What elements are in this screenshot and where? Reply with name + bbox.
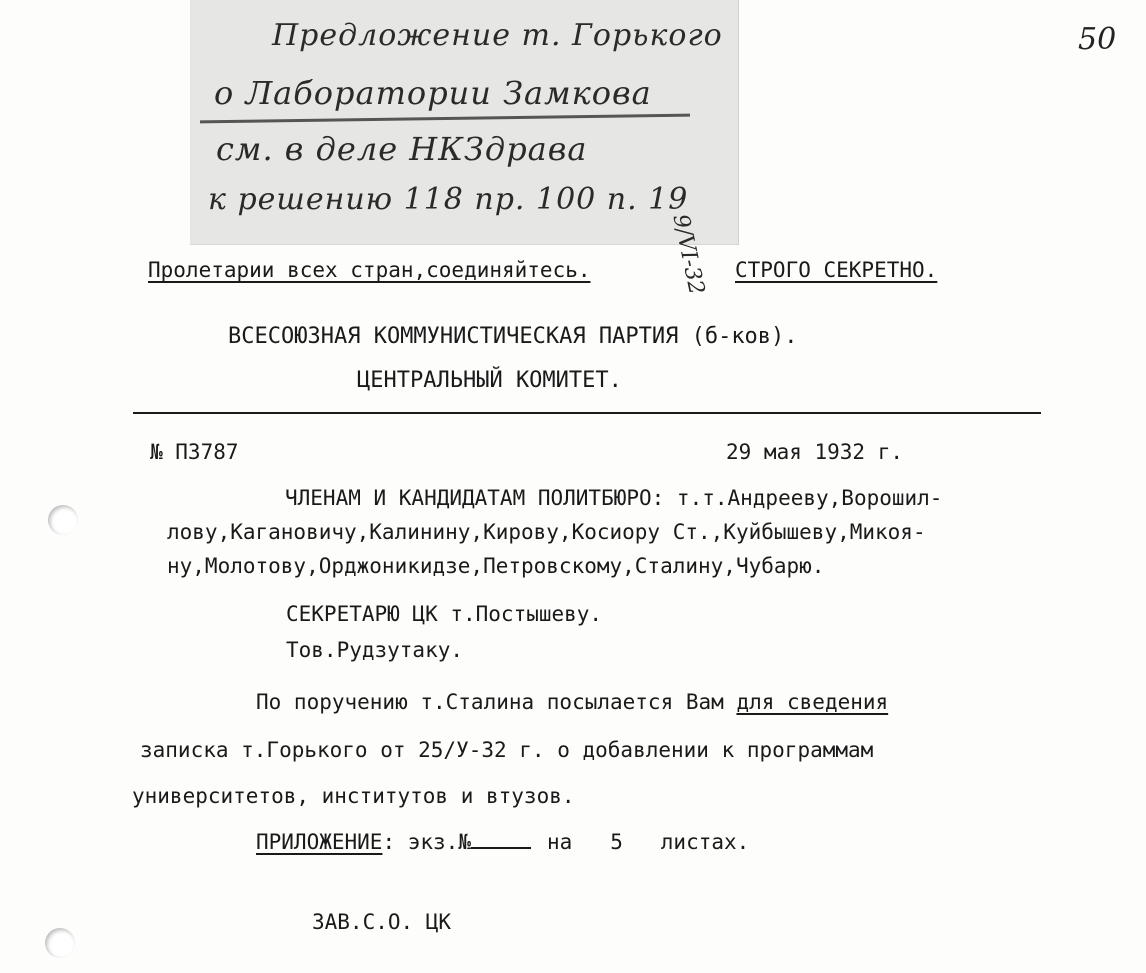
handwritten-note-line-2: о Лаборатории Замкова	[214, 74, 652, 112]
signature-block: ЗАВ.С.О. ЦК	[312, 910, 452, 934]
header-slogan: Пролетарии всех стран,соединяйтесь.	[148, 258, 591, 282]
handwritten-note-line-3: см. в деле НКЗдрава	[216, 130, 588, 168]
attachment-on: на	[546, 830, 573, 854]
classification-stamp: СТРОГО СЕКРЕТНО.	[735, 258, 938, 282]
handwritten-note-date: 9/VI-32	[667, 212, 709, 297]
document-date: 29 мая 1932 г.	[726, 440, 904, 464]
addressees-line-2: лову,Кагановичу,Калинину,Кирову,Косиору Ст.,Куйбышеву,Микоя-	[167, 520, 926, 544]
party-name: ВСЕСОЮЗНАЯ КОММУНИСТИЧЕСКАЯ ПАРТИЯ (б-ков).	[228, 324, 798, 349]
handwritten-note-line-1: Предложение т. Горького	[272, 18, 723, 53]
header-divider	[133, 412, 1041, 414]
attachment-label: ПРИЛОЖЕНИЕ	[256, 830, 383, 854]
body-line-1-text: По поручению т.Сталина посылается Вам	[256, 690, 737, 714]
body-line-2: записка т.Горького от 25/У-32 г. о добавлении к программам	[140, 738, 874, 762]
addressees-line-3: ну,Молотову,Орджоникидзе,Петровскому,Сталину,Чубарю.	[167, 554, 825, 578]
body-line-3: университетов, институтов и втузов.	[132, 784, 575, 808]
attachment-sheet-count: 5	[610, 830, 623, 854]
attachment-sheets-label: листах.	[660, 830, 750, 854]
attachment-line	[256, 830, 749, 854]
extra-addressee: Тов.Рудзутаку.	[286, 638, 464, 662]
copy-number-blank	[471, 847, 531, 849]
punch-hole	[48, 505, 78, 535]
attachment-copy-label: : экз.№	[382, 830, 471, 854]
for-information-phrase: для сведения	[736, 690, 889, 714]
committee-name: ЦЕНТРАЛЬНЫЙ КОМИТЕТ.	[357, 368, 622, 393]
body-line-1	[256, 690, 888, 714]
punch-hole	[45, 928, 75, 958]
document-number: № П3787	[150, 440, 239, 464]
addressees-line-1: ЧЛЕНАМ И КАНДИДАТАМ ПОЛИТБЮРО: т.т.Андрееву,Ворошил-	[285, 486, 943, 510]
handwritten-note-line-4: к решению 118 пр. 100 п. 19	[208, 182, 689, 217]
secretary-addressee: СЕКРЕТАРЮ ЦК т.Постышеву.	[286, 602, 603, 626]
page-number: 50	[1078, 22, 1117, 57]
